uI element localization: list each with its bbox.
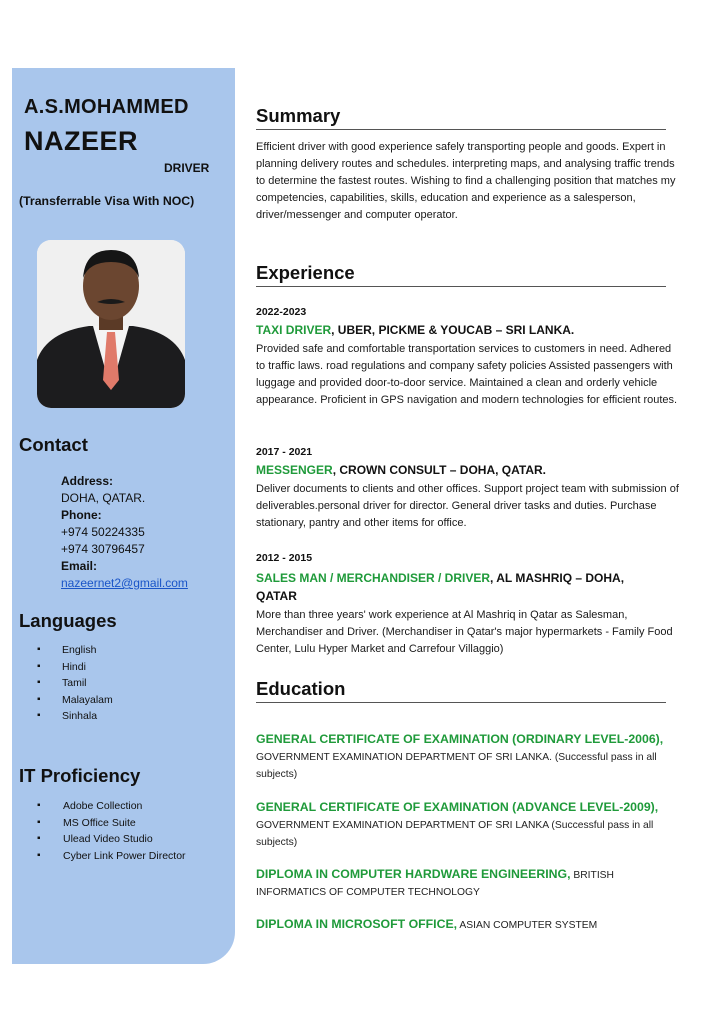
it-skill-item: ▪ Cyber Link Power Director	[37, 848, 186, 865]
contact-block	[61, 473, 188, 592]
job-title-highlight: SALES MAN / MERCHANDISER / DRIVER	[256, 571, 491, 585]
phone-label: Phone:	[61, 508, 102, 522]
education-title: DIPLOMA IN MICROSOFT OFFICE,	[256, 917, 458, 931]
education-institution: GOVERNMENT EXAMINATION DEPARTMENT OF SRI LANKA (Successful pass in all subjects)	[256, 820, 654, 848]
experience-heading: Experience	[256, 262, 355, 283]
job-description: Provided safe and comfortable transportation services to customers in need. Adhered to traffic laws. road regulations and company safety policies Assisted passengers with luggage and provided door-to-door service. Maintained a clean and orderly vehicle appearance. Proficient in GPS navigation and modern technologies for efficient routes.	[256, 343, 678, 406]
education-item	[256, 916, 682, 934]
job-years: 2017 - 2021	[256, 446, 313, 458]
job-years: 2012 - 2015	[256, 552, 313, 564]
email-link[interactable]: nazeernet2@gmail.com	[61, 576, 188, 590]
education-item	[256, 731, 682, 783]
it-skill-item: ▪ Ulead Video Studio	[37, 831, 186, 848]
profile-photo	[37, 240, 185, 408]
language-item: ▪ Hindi	[37, 659, 113, 676]
job-employer: , AL MASHRIQ – DOHA, QATAR	[256, 571, 625, 603]
education-title: GENERAL CERTIFICATE OF EXAMINATION (ORDINARY LEVEL-2006),	[256, 732, 664, 746]
languages-heading: Languages	[19, 610, 117, 631]
job-title	[256, 461, 676, 479]
address-value: DOHA, QATAR.	[61, 491, 146, 505]
language-item: ▪ Malayalam	[37, 692, 113, 709]
languages-list	[37, 642, 113, 725]
education-institution: GOVERNMENT EXAMINATION DEPARTMENT OF SRI LANKA. (Successful pass in all subjects)	[256, 752, 657, 780]
phone-number-1: +974 50224335	[61, 525, 145, 539]
name-last-line: NAZEER	[24, 126, 139, 156]
summary-divider	[256, 129, 666, 130]
education-institution: ASIAN COMPUTER SYSTEM	[457, 920, 598, 931]
job-title	[256, 569, 666, 605]
education-institution: BRITISH INFORMATICS OF COMPUTER TECHNOLOGY	[256, 870, 614, 898]
job-description: More than three years' work experience at Al Mashriq in Qatar as Salesman, Merchandiser and Driver. (Merchandiser in Qatar's major hypermarkets - Family Food Center, Lulu Hyper Market and Carrefour Villaggio)	[256, 609, 673, 655]
experience-divider	[256, 286, 666, 287]
summary-heading: Summary	[256, 105, 341, 126]
education-item	[256, 799, 682, 851]
job-employer: , UBER, PICKME & YOUCAB – SRI LANKA.	[331, 323, 575, 337]
education-title: GENERAL CERTIFICATE OF EXAMINATION (ADVANCE LEVEL-2009),	[256, 800, 659, 814]
job-employer: , CROWN CONSULT – DOHA, QATAR.	[332, 463, 547, 477]
language-item: ▪ English	[37, 642, 113, 659]
name-first-line: A.S.MOHAMMED	[24, 96, 189, 118]
language-item: ▪ Sinhala	[37, 708, 113, 725]
address-label: Address:	[61, 474, 114, 488]
education-title: DIPLOMA IN COMPUTER HARDWARE ENGINEERING,	[256, 867, 571, 881]
summary-text: Efficient driver with good experience safely transporting people and goods. Expert in planning delivery routes and schedules. interpreting maps, and analysing traffic trends to determine the fastest routes. Wishing to find a challenging position that matches my competencies, capabilities, skills, education and experience as a salesperson, driver/messenger and computer operator.	[256, 141, 676, 221]
it-proficiency-heading: IT Proficiency	[19, 765, 141, 786]
job-years: 2022-2023	[256, 306, 307, 318]
visa-note: (Transferrable Visa With NOC)	[19, 194, 195, 208]
phone-number-2: +974 30796457	[61, 542, 145, 556]
contact-heading: Contact	[19, 434, 88, 455]
it-skill-item: ▪ MS Office Suite	[37, 815, 186, 832]
education-divider	[256, 702, 666, 703]
job-title-highlight: TAXI DRIVER	[256, 323, 332, 337]
job-title	[256, 321, 676, 339]
it-skill-item: ▪ Adobe Collection	[37, 798, 186, 815]
it-skills-list	[37, 798, 186, 864]
language-item: ▪ Tamil	[37, 675, 113, 692]
job-title-highlight: MESSENGER	[256, 463, 333, 477]
job-description: Deliver documents to clients and other offices. Support project team with submission of deliverables.personal driver for director. General driver tasks and duties. Purchase stationary, pantry and other items for office.	[256, 483, 679, 529]
education-item	[256, 866, 636, 901]
education-heading: Education	[256, 678, 346, 699]
job-role: DRIVER	[164, 161, 210, 175]
email-label: Email:	[61, 559, 98, 573]
